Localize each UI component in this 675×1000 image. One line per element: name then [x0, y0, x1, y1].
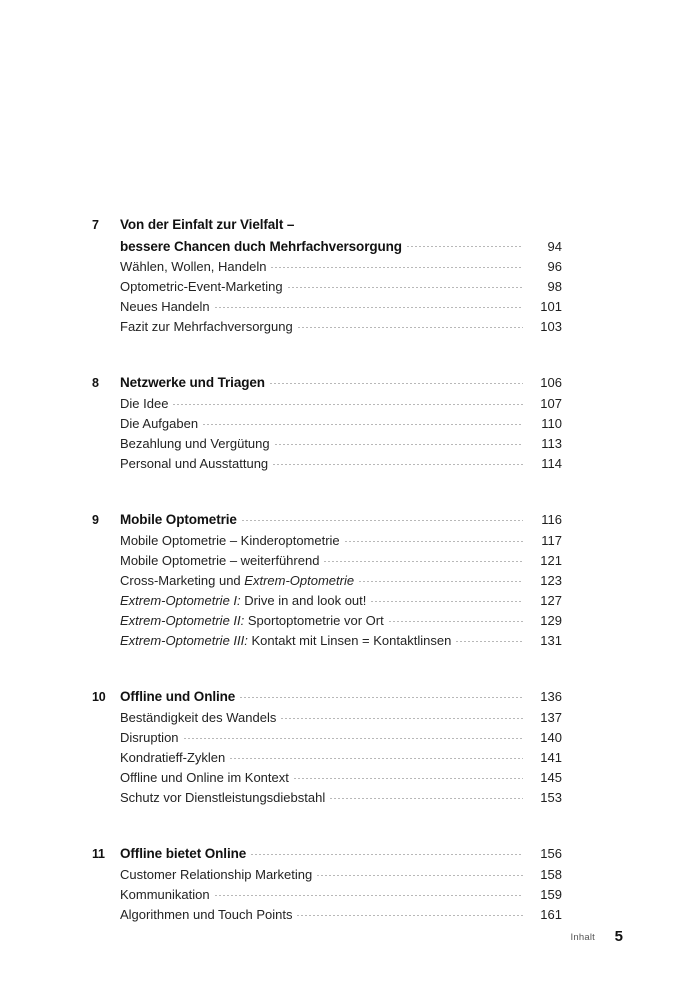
toc-chapter: [92, 214, 562, 337]
dot-leader: [270, 383, 523, 384]
toc-entry[interactable]: [92, 611, 562, 631]
dot-leader: [371, 601, 523, 602]
dot-leader: [456, 641, 523, 642]
entry-title-italic: Extrem-Optometrie II:: [120, 613, 245, 628]
page-number: 156: [540, 846, 562, 861]
chapter-title: Von der Einfalt zur Vielfalt –: [120, 217, 295, 232]
page-number: 161: [540, 907, 562, 922]
dot-leader: [251, 854, 523, 855]
dot-leader: [288, 287, 523, 288]
entry-title: [120, 611, 384, 631]
dot-leader: [294, 778, 523, 779]
toc-chapter: [92, 509, 562, 651]
toc-entry[interactable]: [92, 277, 562, 297]
entry-title-italic: Extrem-Optometrie: [244, 573, 355, 588]
entry-title: Customer Relationship Marketing: [120, 867, 313, 882]
toc-entry[interactable]: [92, 865, 562, 885]
dot-leader: [240, 697, 523, 698]
toc-entry[interactable]: [92, 257, 562, 277]
entry-title: Mobile Optometrie – weiterführend: [120, 553, 320, 568]
dot-leader: [298, 327, 523, 328]
entry-title: [120, 591, 366, 611]
chapter-number: 10: [92, 690, 106, 704]
page-number: 141: [540, 750, 562, 765]
page-footer: [0, 928, 675, 954]
dot-leader: [330, 798, 523, 799]
page-number: 116: [541, 512, 562, 527]
toc-chapter-heading[interactable]: [92, 509, 562, 531]
chapter-title-continued: bessere Chancen duch Mehrfachversorgung: [120, 239, 402, 254]
dot-leader: [215, 895, 523, 896]
page-number: 158: [540, 867, 562, 882]
page-number: 117: [541, 533, 562, 548]
page-number: 131: [540, 633, 562, 648]
page-number: 113: [541, 436, 562, 451]
toc-entry[interactable]: [92, 434, 562, 454]
dot-leader: [242, 520, 523, 521]
chapter-number: 11: [92, 847, 105, 861]
chapter-number: 7: [92, 218, 99, 232]
page-number: 101: [540, 299, 562, 314]
dot-leader: [271, 267, 523, 268]
toc-entry[interactable]: [92, 394, 562, 414]
page-number: 159: [540, 887, 562, 902]
toc-entry[interactable]: [92, 591, 562, 611]
entry-title: Die Aufgaben: [120, 416, 199, 431]
dot-leader: [389, 621, 523, 622]
dot-leader: [215, 307, 523, 308]
page-number: 140: [540, 730, 562, 745]
entry-title: Offline und Online im Kontext: [120, 770, 289, 785]
entry-title: Algorithmen und Touch Points: [120, 907, 293, 922]
page-number: 114: [541, 456, 562, 471]
dot-leader: [273, 464, 523, 465]
page-number: 127: [540, 593, 562, 608]
entry-title: Personal und Ausstattung: [120, 456, 269, 471]
toc-entry[interactable]: [92, 454, 562, 474]
entry-title-prefix: Cross-Marketing und: [120, 573, 245, 588]
toc-entry[interactable]: [92, 708, 562, 728]
toc-chapter-heading-line2[interactable]: [92, 236, 562, 257]
toc-entry[interactable]: [92, 531, 562, 551]
entry-title: Die Idee: [120, 396, 169, 411]
entry-title-suffix: Sportoptometrie vor Ort: [244, 613, 384, 628]
dot-leader: [173, 404, 523, 405]
page-number: 136: [540, 689, 562, 704]
dot-leader: [297, 915, 523, 916]
page-number: 110: [541, 416, 562, 431]
toc-entry[interactable]: [92, 414, 562, 434]
chapter-number: 8: [92, 376, 99, 390]
dot-leader: [275, 444, 523, 445]
page-number: 145: [540, 770, 562, 785]
toc-entry[interactable]: [92, 551, 562, 571]
entry-title: Beständigkeit des Wandels: [120, 710, 277, 725]
toc-entry[interactable]: [92, 728, 562, 748]
entry-title: [120, 631, 451, 651]
chapter-title: Mobile Optometrie: [120, 512, 237, 527]
page-number: 121: [540, 553, 562, 568]
toc-entry[interactable]: [92, 571, 562, 591]
dot-leader: [345, 541, 523, 542]
entry-title-italic: Extrem-Optometrie III:: [120, 633, 248, 648]
table-of-contents: [92, 214, 562, 925]
page-number: 103: [540, 319, 562, 334]
toc-chapter: [92, 843, 562, 925]
page-number: 98: [547, 279, 562, 294]
page-number: 106: [540, 375, 562, 390]
footer-page-number: 5: [614, 928, 623, 945]
dot-leader: [230, 758, 523, 759]
dot-leader: [407, 246, 523, 247]
dot-leader: [203, 424, 523, 425]
toc-chapter-heading[interactable]: [92, 843, 562, 865]
chapter-title: Offline und Online: [120, 689, 236, 704]
dot-leader: [184, 738, 523, 739]
toc-entry[interactable]: [92, 631, 562, 651]
chapter-title: Netzwerke und Triagen: [120, 375, 265, 390]
entry-title: Bezahlung und Vergütung: [120, 436, 270, 451]
dot-leader: [324, 561, 523, 562]
entry-title: Optometric-Event-Marketing: [120, 279, 283, 294]
chapter-number: 9: [92, 513, 99, 527]
toc-entry[interactable]: [92, 905, 562, 925]
entry-title: Kondratieff-Zyklen: [120, 750, 226, 765]
chapter-title: Offline bietet Online: [120, 846, 247, 861]
dot-leader: [359, 581, 523, 582]
toc-entry[interactable]: [92, 317, 562, 337]
toc-entry[interactable]: [92, 297, 562, 317]
entry-title: Mobile Optometrie – Kinderoptometrie: [120, 533, 340, 548]
entry-title: Disruption: [120, 730, 179, 745]
toc-chapter-heading[interactable]: [92, 372, 562, 394]
toc-chapter: [92, 372, 562, 474]
entry-title: Kommunikation: [120, 887, 210, 902]
page-number: 123: [540, 573, 562, 588]
dot-leader: [317, 875, 523, 876]
entry-title: Fazit zur Mehrfachversorgung: [120, 319, 293, 334]
entry-title-italic: Extrem-Optometrie I:: [120, 593, 241, 608]
entry-title: Wählen, Wollen, Handeln: [120, 259, 267, 274]
page-number: 96: [547, 259, 562, 274]
entry-title: Neues Handeln: [120, 299, 210, 314]
footer-section-label: Inhalt: [570, 932, 595, 943]
toc-chapter-heading[interactable]: [92, 686, 562, 708]
toc-entry[interactable]: [92, 748, 562, 768]
entry-title: [120, 571, 354, 591]
dot-leader: [281, 718, 523, 719]
entry-title: Schutz vor Dienstleistungsdiebstahl: [120, 790, 326, 805]
toc-chapter: [92, 686, 562, 808]
dot-leader: [299, 225, 523, 226]
toc-chapter-heading[interactable]: [92, 214, 562, 236]
page-number: 153: [540, 790, 562, 805]
toc-entry[interactable]: [92, 768, 562, 788]
page-number: 94: [547, 239, 562, 254]
page-number: 107: [540, 396, 562, 411]
entry-title-suffix: Kontakt mit Linsen = Kontaktlinsen: [247, 633, 452, 648]
page-number: 137: [540, 710, 562, 725]
page-number: 129: [540, 613, 562, 628]
entry-title-suffix: Drive in and look out!: [240, 593, 367, 608]
toc-entry[interactable]: [92, 885, 562, 905]
toc-entry[interactable]: [92, 788, 562, 808]
